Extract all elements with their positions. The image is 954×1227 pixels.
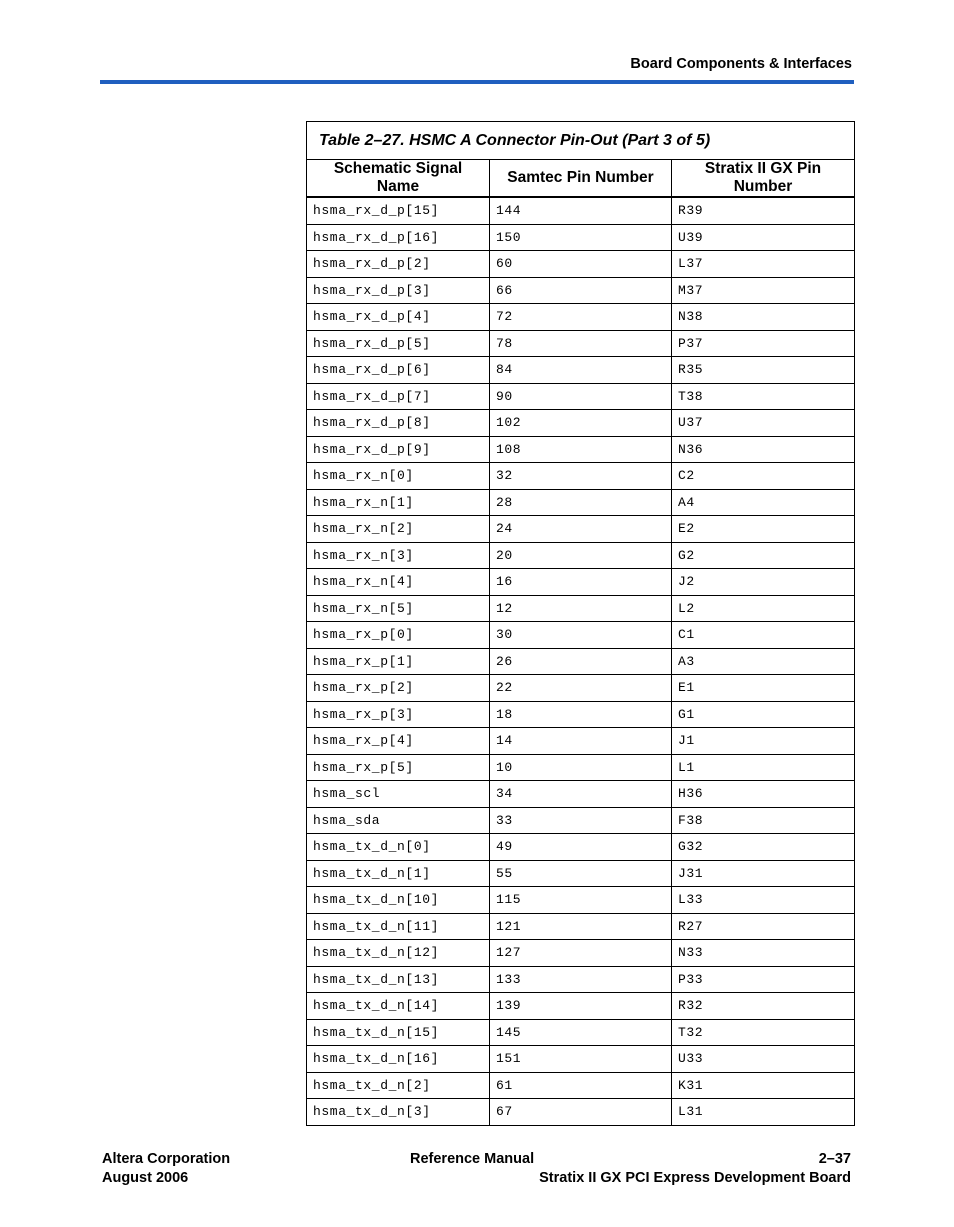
stratix-pin-cell: G32 (672, 834, 855, 861)
signal-name-cell: hsma_rx_n[5] (307, 595, 490, 622)
signal-name-cell: hsma_tx_d_n[3] (307, 1099, 490, 1126)
stratix-pin-cell: P33 (672, 966, 855, 993)
samtec-pin-cell: 20 (490, 542, 672, 569)
stratix-pin-cell: R35 (672, 357, 855, 384)
table-row (307, 1099, 855, 1126)
samtec-pin-cell: 66 (490, 277, 672, 304)
signal-name-cell: hsma_rx_p[1] (307, 648, 490, 675)
stratix-pin-cell: L37 (672, 251, 855, 278)
samtec-pin-cell: 60 (490, 251, 672, 278)
samtec-pin-cell: 133 (490, 966, 672, 993)
samtec-pin-cell: 49 (490, 834, 672, 861)
footer-left (102, 1150, 230, 1188)
samtec-pin-cell: 150 (490, 224, 672, 251)
table-row (307, 516, 855, 543)
table-row (307, 1072, 855, 1099)
signal-name-cell: hsma_rx_d_p[16] (307, 224, 490, 251)
stratix-pin-cell: L2 (672, 595, 855, 622)
table-row (307, 277, 855, 304)
table-row (307, 940, 855, 967)
samtec-pin-cell: 10 (490, 754, 672, 781)
table-row (307, 1019, 855, 1046)
table-row (307, 595, 855, 622)
table-row (307, 913, 855, 940)
table-row (307, 648, 855, 675)
stratix-pin-cell: H36 (672, 781, 855, 808)
stratix-pin-cell: J1 (672, 728, 855, 755)
stratix-pin-cell: E2 (672, 516, 855, 543)
stratix-pin-cell: F38 (672, 807, 855, 834)
footer-manual: Reference Manual (410, 1151, 535, 1167)
table-row (307, 197, 855, 224)
signal-name-cell: hsma_tx_d_n[0] (307, 834, 490, 861)
samtec-pin-cell: 34 (490, 781, 672, 808)
table-row (307, 887, 855, 914)
samtec-pin-cell: 121 (490, 913, 672, 940)
stratix-pin-cell: M37 (672, 277, 855, 304)
stratix-pin-cell: N38 (672, 304, 855, 331)
signal-name-cell: hsma_tx_d_n[13] (307, 966, 490, 993)
samtec-pin-cell: 14 (490, 728, 672, 755)
signal-name-cell: hsma_rx_p[0] (307, 622, 490, 649)
stratix-pin-cell: J2 (672, 569, 855, 596)
column-header-stratix-pin: Stratix II GX Pin Number (672, 160, 855, 198)
samtec-pin-cell: 55 (490, 860, 672, 887)
stratix-pin-cell: G2 (672, 542, 855, 569)
stratix-pin-cell: C1 (672, 622, 855, 649)
samtec-pin-cell: 16 (490, 569, 672, 596)
table-row (307, 251, 855, 278)
signal-name-cell: hsma_rx_p[4] (307, 728, 490, 755)
signal-name-cell: hsma_rx_n[3] (307, 542, 490, 569)
table-row (307, 489, 855, 516)
table-row (307, 807, 855, 834)
stratix-pin-cell: R27 (672, 913, 855, 940)
table-row (307, 728, 855, 755)
samtec-pin-cell: 145 (490, 1019, 672, 1046)
table-row (307, 436, 855, 463)
samtec-pin-cell: 90 (490, 383, 672, 410)
stratix-pin-cell: U39 (672, 224, 855, 251)
signal-name-cell: hsma_rx_d_p[7] (307, 383, 490, 410)
samtec-pin-cell: 24 (490, 516, 672, 543)
table-row (307, 542, 855, 569)
stratix-pin-cell: A4 (672, 489, 855, 516)
signal-name-cell: hsma_rx_n[1] (307, 489, 490, 516)
samtec-pin-cell: 151 (490, 1046, 672, 1073)
stratix-pin-cell: L31 (672, 1099, 855, 1126)
table-row (307, 224, 855, 251)
table-row (307, 754, 855, 781)
stratix-pin-cell: N36 (672, 436, 855, 463)
table-row (307, 383, 855, 410)
running-header: Board Components & Interfaces (630, 56, 852, 72)
signal-name-cell: hsma_rx_n[2] (307, 516, 490, 543)
samtec-pin-cell: 72 (490, 304, 672, 331)
stratix-pin-cell: U33 (672, 1046, 855, 1073)
signal-name-cell: hsma_tx_d_n[16] (307, 1046, 490, 1073)
signal-name-cell: hsma_rx_d_p[4] (307, 304, 490, 331)
table-row (307, 993, 855, 1020)
samtec-pin-cell: 28 (490, 489, 672, 516)
signal-name-cell: hsma_tx_d_n[1] (307, 860, 490, 887)
stratix-pin-cell: U37 (672, 410, 855, 437)
table-row (307, 304, 855, 331)
samtec-pin-cell: 127 (490, 940, 672, 967)
samtec-pin-cell: 12 (490, 595, 672, 622)
samtec-pin-cell: 102 (490, 410, 672, 437)
signal-name-cell: hsma_tx_d_n[11] (307, 913, 490, 940)
stratix-pin-cell: R32 (672, 993, 855, 1020)
table-row (307, 569, 855, 596)
table-row (307, 781, 855, 808)
signal-name-cell: hsma_rx_p[3] (307, 701, 490, 728)
footer-date: August 2006 (102, 1170, 189, 1186)
signal-name-cell: hsma_scl (307, 781, 490, 808)
footer-company: Altera Corporation (102, 1151, 231, 1167)
signal-name-cell: hsma_rx_d_p[5] (307, 330, 490, 357)
table-caption: Table 2–27. HSMC A Connector Pin-Out (Part 3 of 5) (307, 122, 855, 160)
signal-name-cell: hsma_tx_d_n[15] (307, 1019, 490, 1046)
table-row (307, 622, 855, 649)
signal-name-cell: hsma_rx_d_p[9] (307, 436, 490, 463)
table-row (307, 860, 855, 887)
signal-name-cell: hsma_rx_p[2] (307, 675, 490, 702)
samtec-pin-cell: 30 (490, 622, 672, 649)
table-row (307, 357, 855, 384)
stratix-pin-cell: E1 (672, 675, 855, 702)
signal-name-cell: hsma_rx_d_p[2] (307, 251, 490, 278)
signal-name-cell: hsma_tx_d_n[12] (307, 940, 490, 967)
stratix-pin-cell: N33 (672, 940, 855, 967)
table-row (307, 834, 855, 861)
stratix-pin-cell: R39 (672, 197, 855, 224)
signal-name-cell: hsma_sda (307, 807, 490, 834)
footer-product: Stratix II GX PCI Express Development Board (539, 1170, 851, 1186)
stratix-pin-cell: L1 (672, 754, 855, 781)
samtec-pin-cell: 144 (490, 197, 672, 224)
signal-name-cell: hsma_rx_p[5] (307, 754, 490, 781)
samtec-pin-cell: 32 (490, 463, 672, 490)
signal-name-cell: hsma_rx_n[4] (307, 569, 490, 596)
pinout-table (306, 121, 855, 1126)
samtec-pin-cell: 67 (490, 1099, 672, 1126)
samtec-pin-cell: 18 (490, 701, 672, 728)
table-row (307, 966, 855, 993)
samtec-pin-cell: 22 (490, 675, 672, 702)
signal-name-cell: hsma_rx_n[0] (307, 463, 490, 490)
table-row (307, 675, 855, 702)
stratix-pin-cell: A3 (672, 648, 855, 675)
table-row (307, 330, 855, 357)
signal-name-cell: hsma_tx_d_n[2] (307, 1072, 490, 1099)
samtec-pin-cell: 115 (490, 887, 672, 914)
samtec-pin-cell: 33 (490, 807, 672, 834)
samtec-pin-cell: 26 (490, 648, 672, 675)
footer-page-number: 2–37 (818, 1151, 851, 1167)
table-row (307, 1046, 855, 1073)
samtec-pin-cell: 139 (490, 993, 672, 1020)
signal-name-cell: hsma_rx_d_p[6] (307, 357, 490, 384)
samtec-pin-cell: 61 (490, 1072, 672, 1099)
footer-right (539, 1150, 851, 1188)
table-header-row (307, 160, 855, 198)
stratix-pin-cell: T38 (672, 383, 855, 410)
samtec-pin-cell: 108 (490, 436, 672, 463)
stratix-pin-cell: G1 (672, 701, 855, 728)
table-row (307, 410, 855, 437)
signal-name-cell: hsma_rx_d_p[3] (307, 277, 490, 304)
table-row (307, 701, 855, 728)
table-row (307, 463, 855, 490)
signal-name-cell: hsma_rx_d_p[15] (307, 197, 490, 224)
samtec-pin-cell: 78 (490, 330, 672, 357)
stratix-pin-cell: L33 (672, 887, 855, 914)
table-body (307, 197, 855, 1125)
signal-name-cell: hsma_tx_d_n[14] (307, 993, 490, 1020)
footer-center (410, 1150, 534, 1169)
stratix-pin-cell: P37 (672, 330, 855, 357)
column-header-signal: Schematic Signal Name (307, 160, 490, 198)
header-rule (100, 80, 854, 84)
stratix-pin-cell: T32 (672, 1019, 855, 1046)
stratix-pin-cell: C2 (672, 463, 855, 490)
stratix-pin-cell: K31 (672, 1072, 855, 1099)
samtec-pin-cell: 84 (490, 357, 672, 384)
column-header-samtec-pin: Samtec Pin Number (490, 160, 672, 198)
signal-name-cell: hsma_tx_d_n[10] (307, 887, 490, 914)
stratix-pin-cell: J31 (672, 860, 855, 887)
signal-name-cell: hsma_rx_d_p[8] (307, 410, 490, 437)
